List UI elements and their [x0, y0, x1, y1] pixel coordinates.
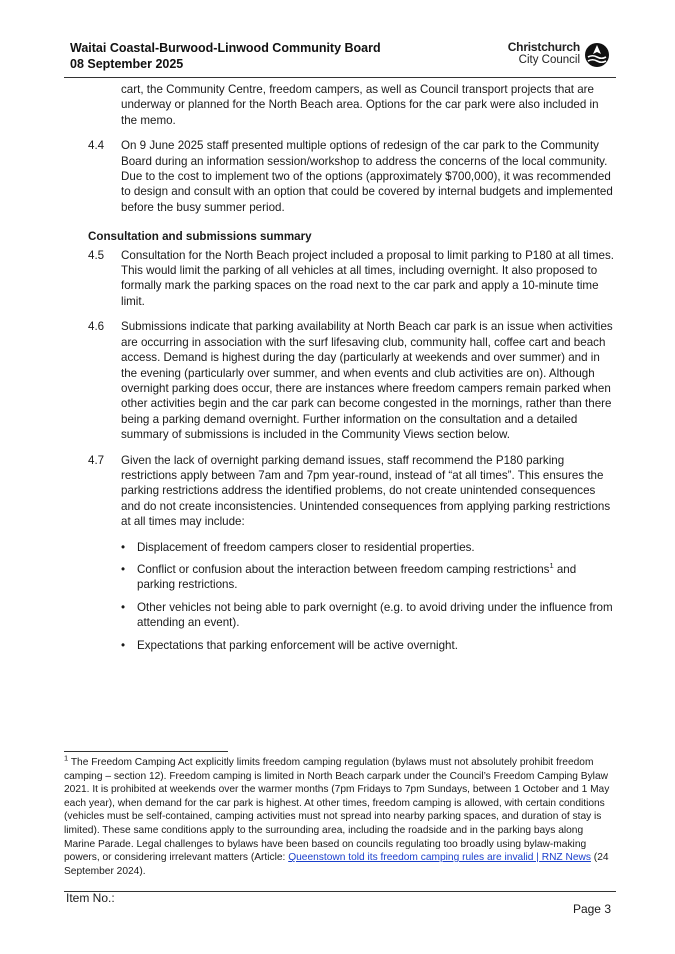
logo-line-1: Christchurch — [507, 40, 580, 54]
footnote-date: (24 September 2024). — [64, 852, 609, 877]
body-text — [88, 82, 616, 660]
list-item: • Displacement of freedom campers closer to residential properties. — [121, 540, 616, 555]
paragraph-number: 4.4 — [88, 139, 105, 153]
paragraph-4-4 — [88, 138, 616, 215]
footer-rule — [64, 891, 616, 892]
paragraph-number: 4.7 — [88, 453, 105, 467]
footnote-text: The Freedom Camping Act explicitly limits freedom camping regulation (bylaws must not absolutely prohibit freedom camping – section 12). Freedom camping is limited in North Beach carpark under the Council’s Freedom Camping Bylaw 2021. It is prohibited at weekends over the warmer months (7pm Fridays to 7pm Sundays, between 1 October and 1 May each year), when demand for the car park is highest. At other times, freedom camping is allowed, with certain conditions (vehicles must be self-contained, camping activities must not spread into nearby parking spaces, and duration of stay is limited). These same conditions apply to the surrounding area, including the roadside and in the parking bays along Marine Parade. Legal challenges to bylaws have been based on councils regulating too broadly using bylaw-making powers, or considering irrelevant matters (Article: — [64, 757, 610, 864]
page-number: Page 3 — [572, 902, 611, 916]
item-number-label: Item No.: — [66, 891, 115, 905]
list-item: • Other vehicles not being able to park overnight (e.g. to avoid driving under the influence from attending an event). — [121, 600, 616, 631]
paragraph-text: Consultation for the North Beach project included a proposal to limit parking to P180 at all times. This would limit the parking of all vehicles at all times, including overnight. It also proposed to formally mark the parking spaces on the road next to the car park and apply a 10-minute time limit. — [121, 248, 615, 308]
consequences-list — [88, 540, 616, 653]
council-logo — [498, 40, 610, 70]
page-header — [70, 40, 610, 76]
list-item: • Expectations that parking enforcement will be active overnight. — [121, 638, 616, 653]
paragraph-text: Given the lack of overnight parking demand issues, staff recommend the P180 parking restrictions apply between 7am and 7pm year-round, instead of “at all times”. This ensures the parking restrictions address the identified problems, do not create unintended consequences and do not create inconsistencies. Unintended consequences from applying parking restrictions at all times may include: — [121, 453, 611, 529]
paragraph-number: 4.6 — [88, 320, 105, 334]
footnote — [64, 753, 616, 878]
footnote-marker: 1 — [64, 753, 69, 763]
paragraph-text: Submissions indicate that parking availability at North Beach car park is an issue when activities are occurring in association with the surf lifesaving club, community hall, coffee cart and beach access. Demand is highest during the day (particularly at weekends and over summer) and in the evening (particularly over summer, and when events and club activities are on). Although overnight parking does occur, there are instances where freedom campers remain parked when other activities begin and the car park can become congested in the mornings, rather than there being a parking demand overnight. Further information on the consultation and a detailed summary of submissions is included in the Community Views section below. — [121, 320, 613, 442]
paragraph-number: 4.5 — [88, 248, 105, 262]
paragraph-text: On 9 June 2025 staff presented multiple options of redesign of the car park to the Community Board during an information session/workshop to address the concerns of the local community. Due to the cost to implement two of the options (approximately $700,000), it was recommended to design and consult with an option that could be covered by internal budgets and implemented before the busy summer period. — [121, 139, 613, 214]
christchurch-city-council-logo-icon — [584, 42, 610, 68]
section-subheading: Consultation and submissions summary — [88, 230, 312, 244]
paragraph-4-7 — [88, 453, 616, 530]
board-name: Waitai Coastal-Burwood-Linwood Community Board — [70, 41, 381, 55]
paragraph-4-5 — [88, 248, 616, 310]
footnote-article-link[interactable]: Queenstown told its freedom camping rules are invalid | RNZ News — [288, 852, 591, 864]
footnote-reference[interactable]: 1 — [549, 561, 554, 571]
list-item: • Conflict or confusion about the interaction between freedom camping restrictions$^1$ and parking restrictions. — [121, 562, 616, 593]
continued-paragraph: cart, the Community Centre, freedom campers, as well as Council transport projects that are underway or planned for the North Beach area. Options for the car park were also included in the memo. — [121, 83, 599, 127]
meeting-date: 08 September 2025 — [70, 57, 184, 71]
paragraph-4-6 — [88, 319, 616, 442]
footnote-separator — [64, 751, 228, 752]
header-rule — [64, 77, 616, 78]
logo-line-2: City Council — [518, 54, 580, 66]
